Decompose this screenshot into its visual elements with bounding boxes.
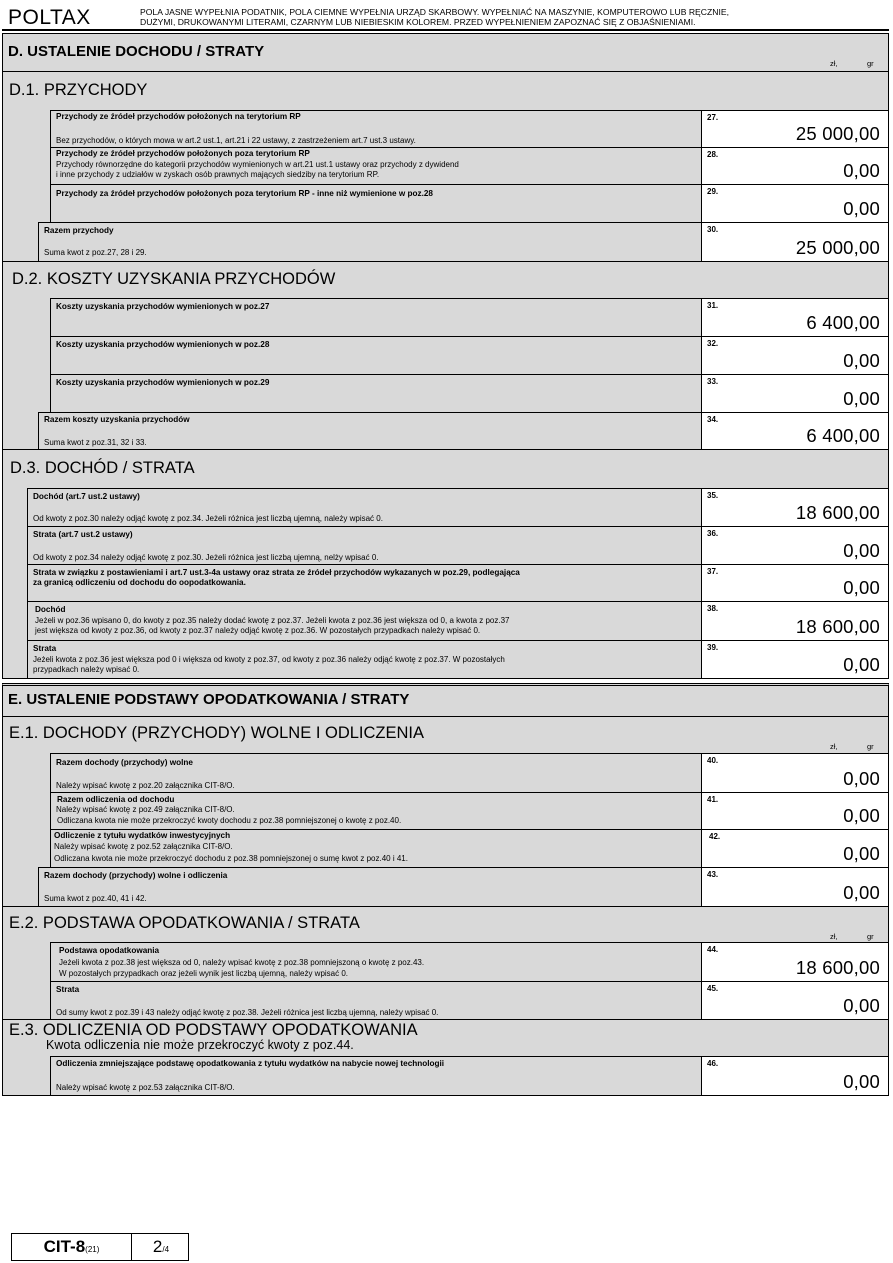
field-27-label [50, 110, 702, 148]
field-32-value: 0,00 [843, 350, 880, 371]
field-35-label [27, 488, 702, 527]
section-d3-title: D.3. DOCHÓD / STRATA [10, 459, 195, 477]
field-41-number: 41. [707, 795, 719, 804]
field-43-input[interactable] [701, 867, 889, 907]
unit-gr-e1: gr [867, 742, 874, 751]
section-d-title: D. USTALENIE DOCHODU / STRATY [8, 43, 265, 60]
form-code-text: CIT-8 [43, 1237, 86, 1256]
field-40-desc: Należy wpisać kwotę z poz.20 załącznika CIT-8/O. [56, 781, 235, 790]
field-38-number: 38. [707, 604, 719, 613]
field-28-desc-2: i inne przychody z udziałów w zyskach osób prawnych mających siedziby na terytorium RP. [56, 170, 380, 179]
field-45-number: 45. [707, 984, 719, 993]
field-38-title: Dochód [35, 605, 66, 614]
field-45-input[interactable] [701, 981, 889, 1020]
field-42-desc-2: Odliczana kwota nie może przekroczyć dochodu z poz.38 pomniejszonej o sumę kwot z poz.40 i 41. [54, 854, 408, 863]
field-38-value: 18 600,00 [795, 616, 880, 637]
field-37-value: 0,00 [843, 577, 880, 598]
field-28-title: Przychody ze źródeł przychodów położonych poza terytorium RP [56, 149, 310, 158]
field-42-label [50, 829, 702, 868]
field-34-value: 6 400,00 [806, 425, 880, 446]
section-e1-title: E.1. DOCHODY (PRZYCHODY) WOLNE I ODLICZENIA [9, 724, 424, 742]
field-34-label [38, 412, 702, 450]
field-30-label [38, 222, 702, 262]
field-36-desc: Od kwoty z poz.34 należy odjąć kwotę z poz.30. Jeżeli różnica jest liczbą ujemną, nelży wpisać 0. [33, 553, 379, 562]
field-27-input[interactable] [701, 110, 889, 148]
field-37-title-2: za granicą odliczeniu od dochodu do oopodatkowania. [33, 578, 246, 587]
field-42-title: Odliczenie z tytułu wydatków inwestycyjnych [54, 831, 231, 840]
field-27-desc: Bez przychodów, o których mowa w art.2 ust.1, art.21 i 22 ustawy, z zastrzeżeniem art.7 ust.3 ustawy. [56, 136, 416, 145]
field-39-input[interactable] [701, 640, 889, 679]
field-31-number: 31. [707, 301, 719, 310]
field-33-label [50, 374, 702, 413]
field-39-number: 39. [707, 643, 719, 652]
page-total: /4 [162, 1245, 170, 1254]
field-42-number: 42. [709, 832, 721, 841]
field-34-input[interactable] [701, 412, 889, 450]
field-41-value: 0,00 [843, 805, 880, 826]
field-41-label [50, 792, 702, 830]
header-instructions [140, 7, 880, 27]
field-27-number: 27. [707, 113, 719, 122]
field-44-desc-1: Jeżeli kwota z poz.38 jest większa od 0, należy wpisać kwotę z poz.38 pomniejszoną o kwotę z poz.43. [59, 958, 425, 967]
field-29-value: 0,00 [843, 198, 880, 219]
field-28-label [50, 147, 702, 185]
field-43-title: Razem dochody (przychody) wolne i odliczenia [44, 871, 228, 880]
field-29-input[interactable] [701, 184, 889, 223]
header-note-line-1: POLA JASNE WYPEŁNIA PODATNIK, POLA CIEMNE WYPEŁNIA URZĄD SKARBOWY. WYPEŁNIAĆ NA MASZYNIE, KOMPUTEROWO LUB RĘCZNIE, [140, 7, 729, 17]
field-30-title: Razem przychody [44, 226, 114, 235]
field-46-label [50, 1056, 702, 1096]
field-34-title: Razem koszty uzyskania przychodów [44, 415, 190, 424]
field-45-value: 0,00 [843, 995, 880, 1016]
field-32-number: 32. [707, 339, 719, 348]
field-43-desc: Suma kwot z poz.40, 41 i 42. [44, 894, 147, 903]
field-33-number: 33. [707, 377, 719, 386]
section-d2-title: D.2. KOSZTY UZYSKANIA PRZYCHODÓW [12, 270, 336, 288]
field-38-label [27, 601, 702, 641]
app-title: POLTAX [8, 6, 91, 29]
field-43-label [38, 867, 702, 907]
field-43-value: 0,00 [843, 882, 880, 903]
field-34-number: 34. [707, 415, 719, 424]
field-35-input[interactable] [701, 488, 889, 527]
section-e-title: E. USTALENIE PODSTAWY OPODATKOWANIA / STRATY [8, 691, 410, 708]
field-43-number: 43. [707, 870, 719, 879]
field-42-input[interactable] [701, 829, 889, 868]
field-30-value: 25 000,00 [795, 237, 880, 258]
header-divider [2, 29, 889, 31]
field-30-desc: Suma kwot z poz.27, 28 i 29. [44, 248, 147, 257]
field-40-value: 0,00 [843, 768, 880, 789]
field-37-title-1: Strata w związku z postawieniami i art.7 ust.3-4a ustawy oraz strata ze źródeł przychodów wykazanych w poz.29, podlegająca [33, 568, 520, 577]
field-36-value: 0,00 [843, 540, 880, 561]
page-current: 2 [152, 1237, 163, 1256]
field-41-desc-2: Odliczana kwota nie może przekroczyć kwoty dochodu z poz.38 pomniejszonej o kwotę z poz.40. [57, 816, 402, 825]
page-footer [11, 1233, 189, 1261]
field-29-label [50, 184, 702, 223]
field-32-input[interactable] [701, 336, 889, 375]
field-28-value: 0,00 [843, 160, 880, 181]
unit-zl-e2: zł, [830, 932, 838, 941]
field-36-input[interactable] [701, 526, 889, 565]
field-44-desc-2: W pozostałych przypadkach oraz jeżeli wynik jest liczbą ujemną, należy wpisać 0. [59, 969, 349, 978]
field-36-label [27, 526, 702, 565]
field-29-number: 29. [707, 187, 719, 196]
field-45-label [50, 981, 702, 1020]
field-39-label [27, 640, 702, 679]
field-30-number: 30. [707, 225, 719, 234]
field-31-title: Koszty uzyskania przychodów wymienionych w poz.27 [56, 302, 270, 311]
field-27-value: 25 000,00 [795, 123, 880, 144]
field-42-desc-1: Należy wpisać kwotę z poz.52 załącznika CIT-8/O. [54, 842, 233, 851]
page-number [133, 1234, 189, 1260]
unit-gr-e2: gr [867, 932, 874, 941]
field-44-value: 18 600,00 [795, 957, 880, 978]
field-46-value: 0,00 [843, 1071, 880, 1092]
field-35-value: 18 600,00 [795, 502, 880, 523]
field-32-label [50, 336, 702, 375]
field-46-desc: Należy wpisać kwotę z poz.53 załącznika CIT-8/O. [56, 1083, 235, 1092]
field-44-title: Podstawa opodatkowania [59, 946, 160, 955]
field-46-input[interactable] [701, 1056, 889, 1096]
field-30-input[interactable] [701, 222, 889, 262]
field-40-input[interactable] [701, 753, 889, 793]
section-e3-title: E.3. ODLICZENIA OD PODSTAWY OPODATKOWANIA [9, 1021, 418, 1039]
field-32-title: Koszty uzyskania przychodów wymienionych w poz.28 [56, 340, 270, 349]
field-38-input[interactable] [701, 601, 889, 641]
field-39-desc-2: przypadkach należy wpisać 0. [33, 665, 140, 674]
field-37-input[interactable] [701, 564, 889, 602]
section-e2-title: E.2. PODSTAWA OPODATKOWANIA / STRATA [9, 914, 360, 932]
field-35-desc: Od kwoty z poz.30 należy odjąć kwotę z poz.34. Jeżeli różnica jest liczbą ujemną, należy wpisać 0. [33, 514, 383, 523]
field-41-title: Razem odliczenia od dochodu [57, 795, 175, 804]
unit-zl: zł, [830, 59, 838, 68]
field-44-input[interactable] [701, 942, 889, 982]
field-34-desc: Suma kwot z poz.31, 32 i 33. [44, 438, 147, 447]
field-39-title: Strata [33, 644, 57, 653]
field-33-input[interactable] [701, 374, 889, 413]
field-35-title: Dochód (art.7 ust.2 ustawy) [33, 492, 140, 501]
field-40-title: Razem dochody (przychody) wolne [56, 758, 193, 767]
field-37-number: 37. [707, 567, 719, 576]
field-33-title: Koszty uzyskania przychodów wymienionych w poz.29 [56, 378, 270, 387]
form-code [12, 1234, 132, 1260]
field-46-title: Odliczenia zmniejszające podstawę opodatkowania z tytułu wydatków na nabycie nowej technologii [56, 1059, 445, 1068]
form-version: (21) [85, 1245, 100, 1254]
field-45-title: Strata [56, 985, 80, 994]
field-44-number: 44. [707, 945, 719, 954]
field-28-number: 28. [707, 150, 719, 159]
field-31-input[interactable] [701, 298, 889, 337]
field-41-desc-1: Należy wpisać kwotę z poz.49 załącznika CIT-8/O. [56, 805, 235, 814]
field-44-label [50, 942, 702, 982]
field-37-label [27, 564, 702, 602]
field-39-desc-1: Jeżeli kwota z poz.36 jest większa pod 0 i większa od kwoty z poz.37, od kwoty z poz.36 należy odjąć kwotę z poz.37. W pozostałych [33, 655, 505, 664]
field-39-value: 0,00 [843, 654, 880, 675]
field-45-desc: Od sumy kwot z poz.39 i 43 należy odjąć kwotę z poz.38. Jeżeli różnica jest liczbą ujemną, należy wpisać 0. [56, 1008, 439, 1017]
field-38-desc-1: Jeżeli w poz.36 wpisano 0, do kwoty z poz.35 należy dodać kwotę z poz.37. Jeżeli kwota z poz.36 jest większa od 0, a kwota z poz.37 [35, 616, 510, 625]
field-33-value: 0,00 [843, 388, 880, 409]
field-42-value: 0,00 [843, 843, 880, 864]
header-note-line-2: DUŻYMI, DRUKOWANYMI LITERAMI, CZARNYM LUB NIEBIESKIM KOLOREM. PRZED WYPEŁNIENIEM ZAPOZNAĆ SIĘ Z OBJAŚNIENIAMI. [140, 17, 696, 27]
field-36-number: 36. [707, 529, 719, 538]
field-31-label [50, 298, 702, 337]
field-40-number: 40. [707, 756, 719, 765]
field-46-number: 46. [707, 1059, 719, 1068]
unit-zl-e1: zł, [830, 742, 838, 751]
field-31-value: 6 400,00 [806, 312, 880, 333]
field-41-input[interactable] [701, 792, 889, 830]
field-38-desc-2: jest większa od kwoty z poz.36, od kwoty z poz.37 należy odjąć kwotę z poz.36. W pozostałych przypadkach należy wpisać 0. [35, 626, 481, 635]
field-28-input[interactable] [701, 147, 889, 185]
field-35-number: 35. [707, 491, 719, 500]
field-40-label [50, 753, 702, 793]
field-29-title: Przychody za źródeł przychodów położonych poza terytorium RP - inne niż wymienione w poz.28 [56, 189, 433, 198]
field-36-title: Strata (art.7 ust.2 ustawy) [33, 530, 133, 539]
field-27-title: Przychody ze źródeł przychodów położonych na terytorium RP [56, 112, 301, 121]
section-e3-subtitle: Kwota odliczenia nie może przekroczyć kwoty z poz.44. [46, 1038, 354, 1052]
unit-gr: gr [867, 59, 874, 68]
field-28-desc-1: Przychody równorzędne do kategorii przychodów wymienionych w art.21 ust.1 ustawy oraz przychody z dywidend [56, 160, 459, 169]
section-d1-title: D.1. PRZYCHODY [9, 81, 148, 99]
